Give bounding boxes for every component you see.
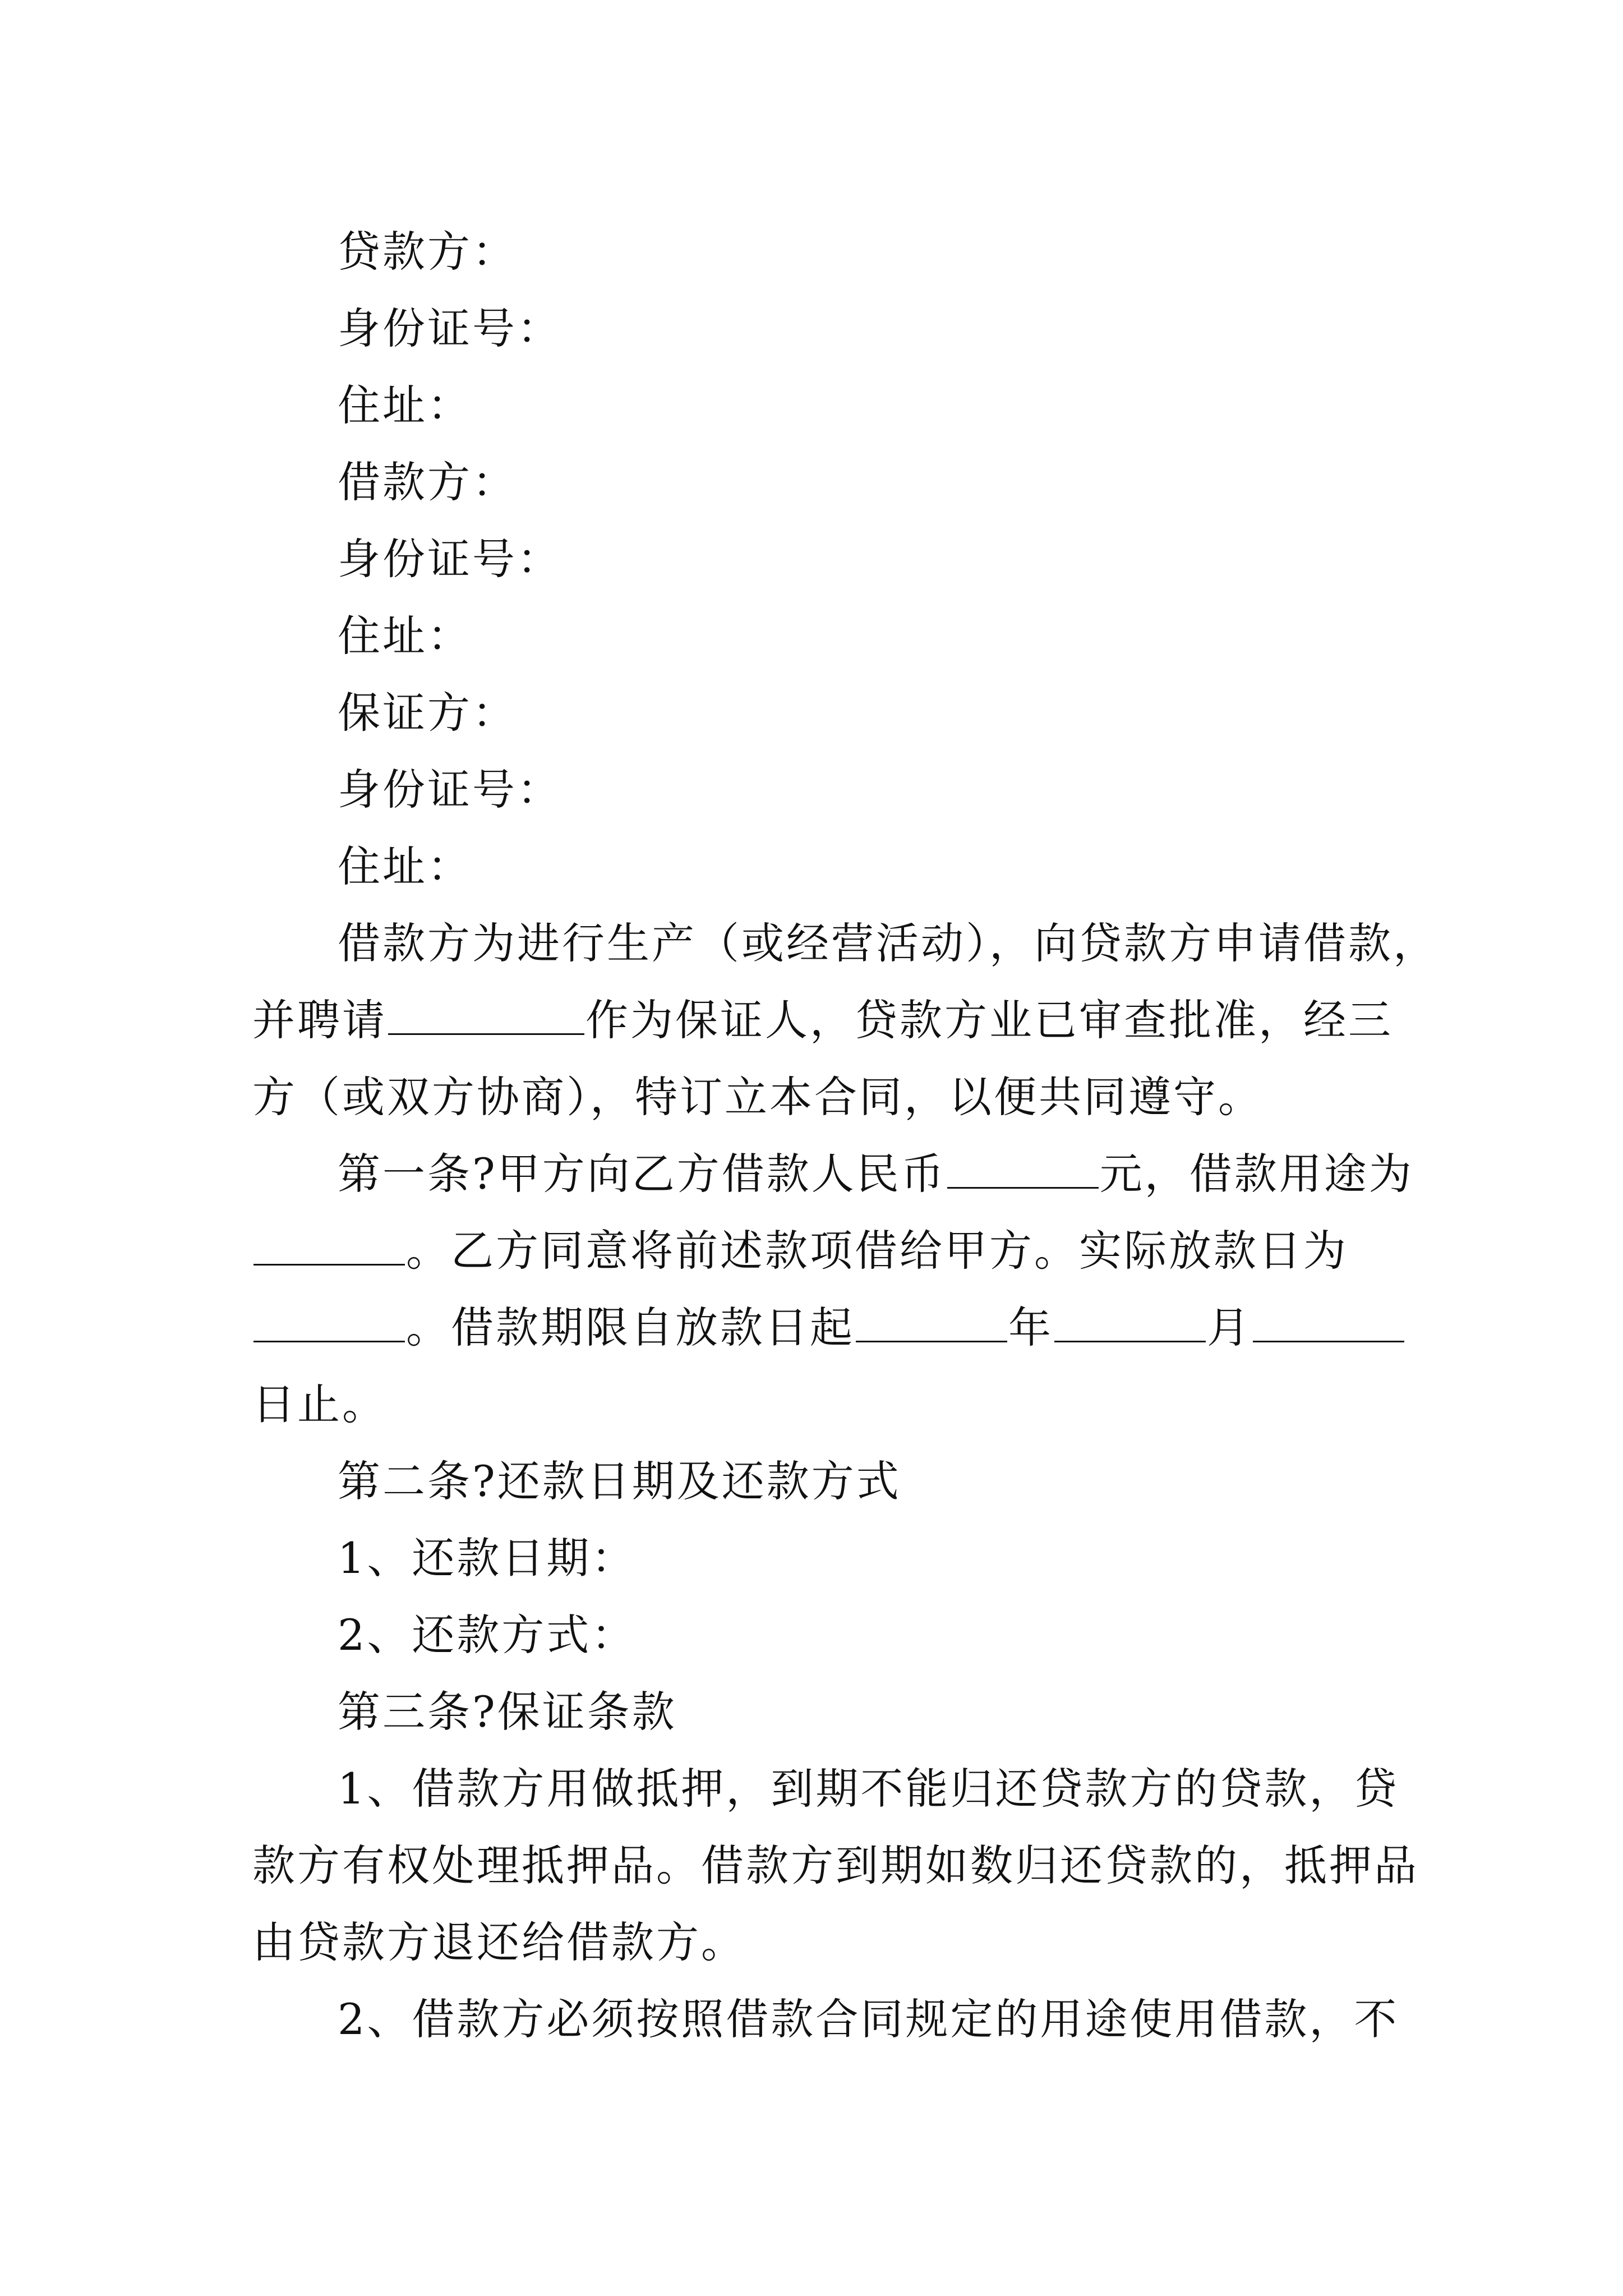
preamble-text: 并聘请 xyxy=(252,995,387,1045)
article1-line-4: 日止。 xyxy=(252,1379,387,1429)
article3-item1-line-3: 由贷款方退还给借款方。 xyxy=(252,1917,746,1967)
purpose-blank xyxy=(253,1229,405,1266)
article3-item2-line-1: 2、借款方必须按照借款合同规定的用途使用借款，不 xyxy=(338,1994,1399,2044)
preamble-line-2 xyxy=(252,982,1391,1059)
loan-date-blank xyxy=(253,1306,405,1342)
amount-blank xyxy=(947,1152,1099,1189)
borrower-id-label: 身份证号： xyxy=(338,534,562,584)
preamble-line-3: 方（或双方协商），特订立本合同，以便共同遵守。 xyxy=(252,1072,1263,1122)
borrower-label: 借款方： xyxy=(338,457,517,507)
borrower-address-label: 住址： xyxy=(338,611,472,661)
preamble-text: 作为保证人，贷款方业已审查批准，经三 xyxy=(585,995,1393,1045)
lender-address-label: 住址： xyxy=(338,380,472,430)
month-blank xyxy=(1054,1306,1206,1342)
article1-text: 。借款期限自放款日起 xyxy=(406,1303,855,1352)
article3-title: 第三条?保证条款 xyxy=(338,1687,677,1737)
lender-label: 贷款方： xyxy=(338,227,517,277)
repayment-date-item: 1、还款日期： xyxy=(338,1533,637,1583)
article1-text: 。乙方同意将前述款项借给甲方。实际放款日为 xyxy=(406,1226,1348,1276)
day-blank xyxy=(1253,1306,1404,1342)
guarantor-address-label: 住址： xyxy=(338,841,472,891)
guarantor-blank xyxy=(388,999,584,1035)
article1-text: 元，借款用途为 xyxy=(1099,1149,1414,1199)
repayment-method-item: 2、还款方式： xyxy=(338,1610,637,1660)
article1-line-1 xyxy=(252,1135,1414,1212)
article2-title: 第二条?还款日期及还款方式 xyxy=(338,1456,901,1506)
article3-item1-line-2: 款方有权处理抵押品。借款方到期如数归还贷款的，抵押品 xyxy=(252,1841,1419,1890)
article1-text: 第一条?甲方向乙方借款人民币 xyxy=(338,1149,946,1199)
year-blank xyxy=(856,1306,1007,1342)
guarantor-id-label: 身份证号： xyxy=(338,765,562,815)
lender-id-label: 身份证号： xyxy=(338,303,562,353)
article3-item1-line-1: 1、借款方用做抵押，到期不能归还贷款方的贷款，贷 xyxy=(338,1764,1399,1814)
article1-line-3 xyxy=(252,1289,1391,1366)
year-label: 年 xyxy=(1008,1303,1053,1352)
article1-line-2 xyxy=(252,1212,1391,1289)
contract-body xyxy=(252,213,1438,2058)
preamble-line-1: 借款方为进行生产（或经营活动），向贷款方申请借款， xyxy=(338,918,1438,968)
guarantor-label: 保证方： xyxy=(338,688,517,738)
month-label: 月 xyxy=(1207,1303,1252,1352)
